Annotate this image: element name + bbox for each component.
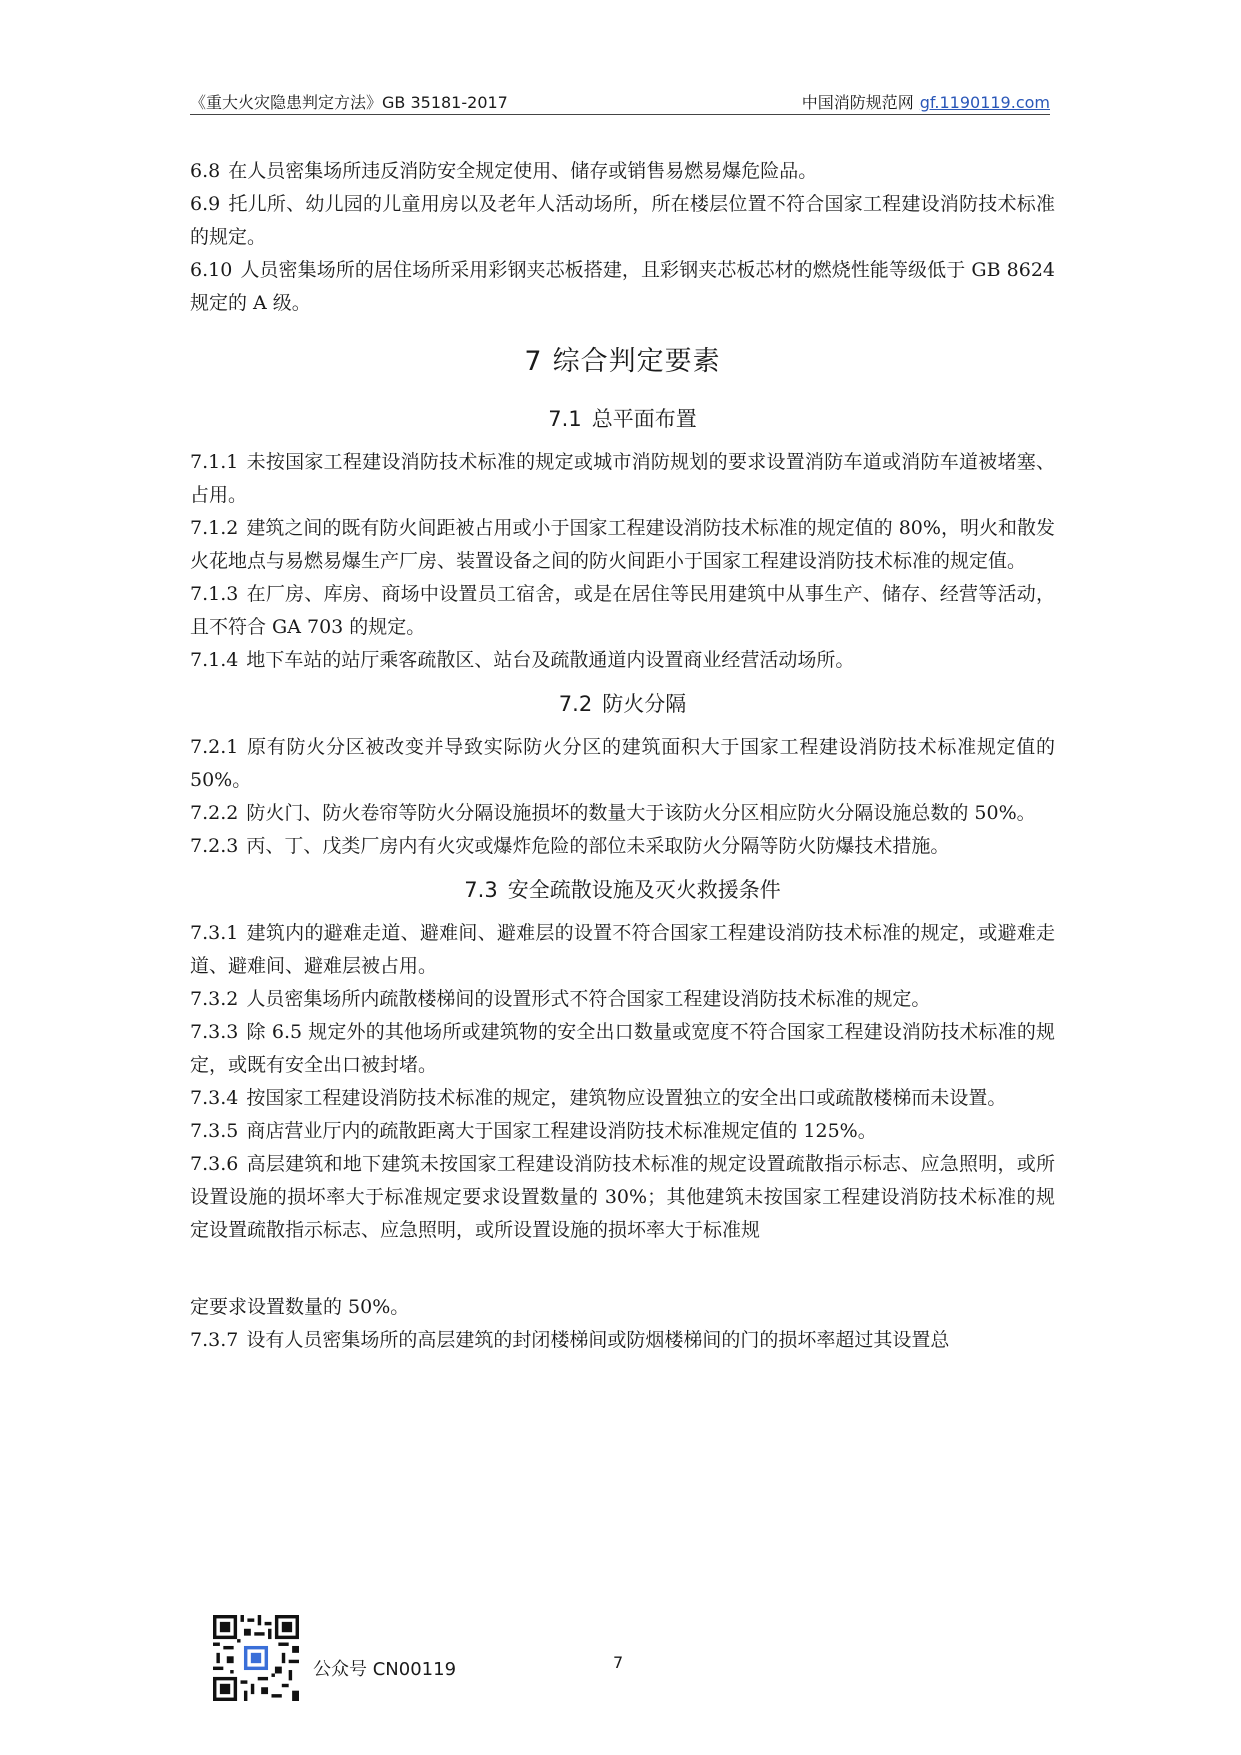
- clause-number: 7.1.4: [190, 649, 239, 671]
- clause-text: 除 6.5 规定外的其他场所或建筑物的安全出口数量或宽度不符合国家工程建设消防技术标准的规定，或既有安全出口被封堵。: [190, 1021, 1055, 1076]
- clause-text: 未按国家工程建设消防技术标准的规定或城市消防规划的要求设置消防车道或消防车道被堵塞、占用。: [190, 451, 1055, 506]
- clause-text: 人员密集场所的居住场所采用彩钢夹芯板搭建，且彩钢夹芯板芯材的燃烧性能等级低于 GB 8624 规定的 A 级。: [190, 259, 1055, 314]
- document-body: [190, 155, 1055, 1357]
- site-name: 中国消防规范网: [801, 93, 914, 112]
- clause-text: 在人员密集场所违反消防安全规定使用、储存或销售易燃易爆危险品。: [228, 160, 818, 182]
- clause-text: 地下车站的站厅乘客疏散区、站台及疏散通道内设置商业经营活动场所。: [246, 649, 855, 671]
- clause-list-7-1: [190, 446, 1055, 677]
- page-number: 7: [613, 1653, 624, 1672]
- clause-paragraph: [190, 1016, 1055, 1082]
- document-title: 《重大火灾隐患判定方法》GB 35181-2017: [190, 93, 508, 112]
- site-url-link[interactable]: gf.1190119.com: [919, 93, 1050, 112]
- clause-number: 7.1.2: [190, 517, 239, 539]
- clause-number: 7.1.3: [190, 583, 239, 605]
- clause-number: 7.1.1: [190, 451, 239, 473]
- clause-number: 7.3.5: [190, 1120, 239, 1142]
- clause-paragraph: [190, 155, 1055, 188]
- clause-number: 7.3.1: [190, 922, 239, 944]
- section-heading-7-2: 7.2 防火分隔: [558, 692, 687, 716]
- clause-text: 商店营业厅内的疏散距离大于国家工程建设消防技术标准规定值的 125%。: [246, 1120, 877, 1142]
- clause-text: 人员密集场所内疏散楼梯间的设置形式不符合国家工程建设消防技术标准的规定。: [246, 988, 931, 1010]
- clause-paragraph: [190, 1082, 1055, 1115]
- clause-7-3-7: 7.3.7 设有人员密集场所的高层建筑的封闭楼梯间或防烟楼梯间的门的损坏率超过其设置总: [190, 1329, 950, 1351]
- clause-paragraph: [190, 917, 1055, 983]
- clause-list-6: [190, 155, 1055, 320]
- clause-number: 7.2.3: [190, 835, 239, 857]
- clause-text: 高层建筑和地下建筑未按国家工程建设消防技术标准的规定设置疏散指示标志、应急照明，或所设置设施的损坏率大于标准规定要求设置数量的 30%；其他建筑未按国家工程建设消防技术标准的规定设置疏散指示标志、应急照明，或所设置设施的损坏率大于标准规: [190, 1153, 1055, 1241]
- clause-text: 防火门、防火卷帘等防火分隔设施损坏的数量大于该防火分区相应防火分隔设施总数的 50%。: [246, 802, 1036, 824]
- clause-paragraph: [190, 731, 1055, 797]
- clause-text: 原有防火分区被改变并导致实际防火分区的建筑面积大于国家工程建设消防技术标准规定值的 50%。: [190, 736, 1055, 791]
- clause-number: 7.3.6: [190, 1153, 239, 1175]
- qr-code-icon[interactable]: [213, 1615, 299, 1701]
- clause-paragraph: [190, 446, 1055, 512]
- page-footer: [213, 1615, 1013, 1711]
- wechat-account: 公众号 CN00119: [313, 1659, 457, 1680]
- clause-number: 7.3.3: [190, 1021, 239, 1043]
- clause-text: 在厂房、库房、商场中设置员工宿舍，或是在居住等民用建筑中从事生产、储存、经营等活动，且不符合 GA 703 的规定。: [190, 583, 1055, 638]
- clause-paragraph: [190, 512, 1055, 578]
- clause-paragraph: [190, 578, 1055, 644]
- clause-number: 7.2.2: [190, 802, 239, 824]
- clause-paragraph: [190, 797, 1055, 830]
- clause-list-7-3: [190, 917, 1055, 1247]
- clause-number: 7.2.1: [190, 736, 239, 758]
- clause-text: 建筑之间的既有防火间距被占用或小于国家工程建设消防技术标准的规定值的 80%，明火和散发火花地点与易燃易爆生产厂房、装置设备之间的防火间距小于国家工程建设消防技术标准的规定值。: [190, 517, 1055, 572]
- clause-paragraph: [190, 254, 1055, 320]
- clause-number: 7.3.2: [190, 988, 239, 1010]
- clause-paragraph: [190, 830, 1055, 863]
- clause-text: 按国家工程建设消防技术标准的规定，建筑物应设置独立的安全出口或疏散楼梯而未设置。: [246, 1087, 1007, 1109]
- clause-number: 7.3.4: [190, 1087, 239, 1109]
- section-heading-7-3: 7.3 安全疏散设施及灭火救援条件: [464, 878, 781, 902]
- clause-paragraph: [190, 1115, 1055, 1148]
- clause-list-7-2: [190, 731, 1055, 863]
- clause-paragraph: [190, 644, 1055, 677]
- page-header: [190, 88, 1050, 115]
- clause-number: 6.10: [190, 259, 233, 281]
- clause-paragraph: [190, 188, 1055, 254]
- clause-number: 6.9: [190, 193, 221, 215]
- clause-number: 6.8: [190, 160, 221, 182]
- site-info: [802, 90, 1050, 113]
- chapter-heading: 7 综合判定要素: [524, 346, 721, 377]
- clause-text: 建筑内的避难走道、避难间、避难层的设置不符合国家工程建设消防技术标准的规定，或避难走道、避难间、避难层被占用。: [190, 922, 1055, 977]
- clause-paragraph: [190, 1148, 1055, 1247]
- clause-text: 托儿所、幼儿园的儿童用房以及老年人活动场所，所在楼层位置不符合国家工程建设消防技术标准的规定。: [190, 193, 1055, 248]
- section-heading-7-1: 7.1 总平面布置: [548, 407, 697, 431]
- continued-paragraph: 定要求设置数量的 50%。: [190, 1296, 410, 1318]
- clause-text: 丙、丁、戊类厂房内有火灾或爆炸危险的部位未采取防火分隔等防火防爆技术措施。: [246, 835, 950, 857]
- clause-paragraph: [190, 983, 1055, 1016]
